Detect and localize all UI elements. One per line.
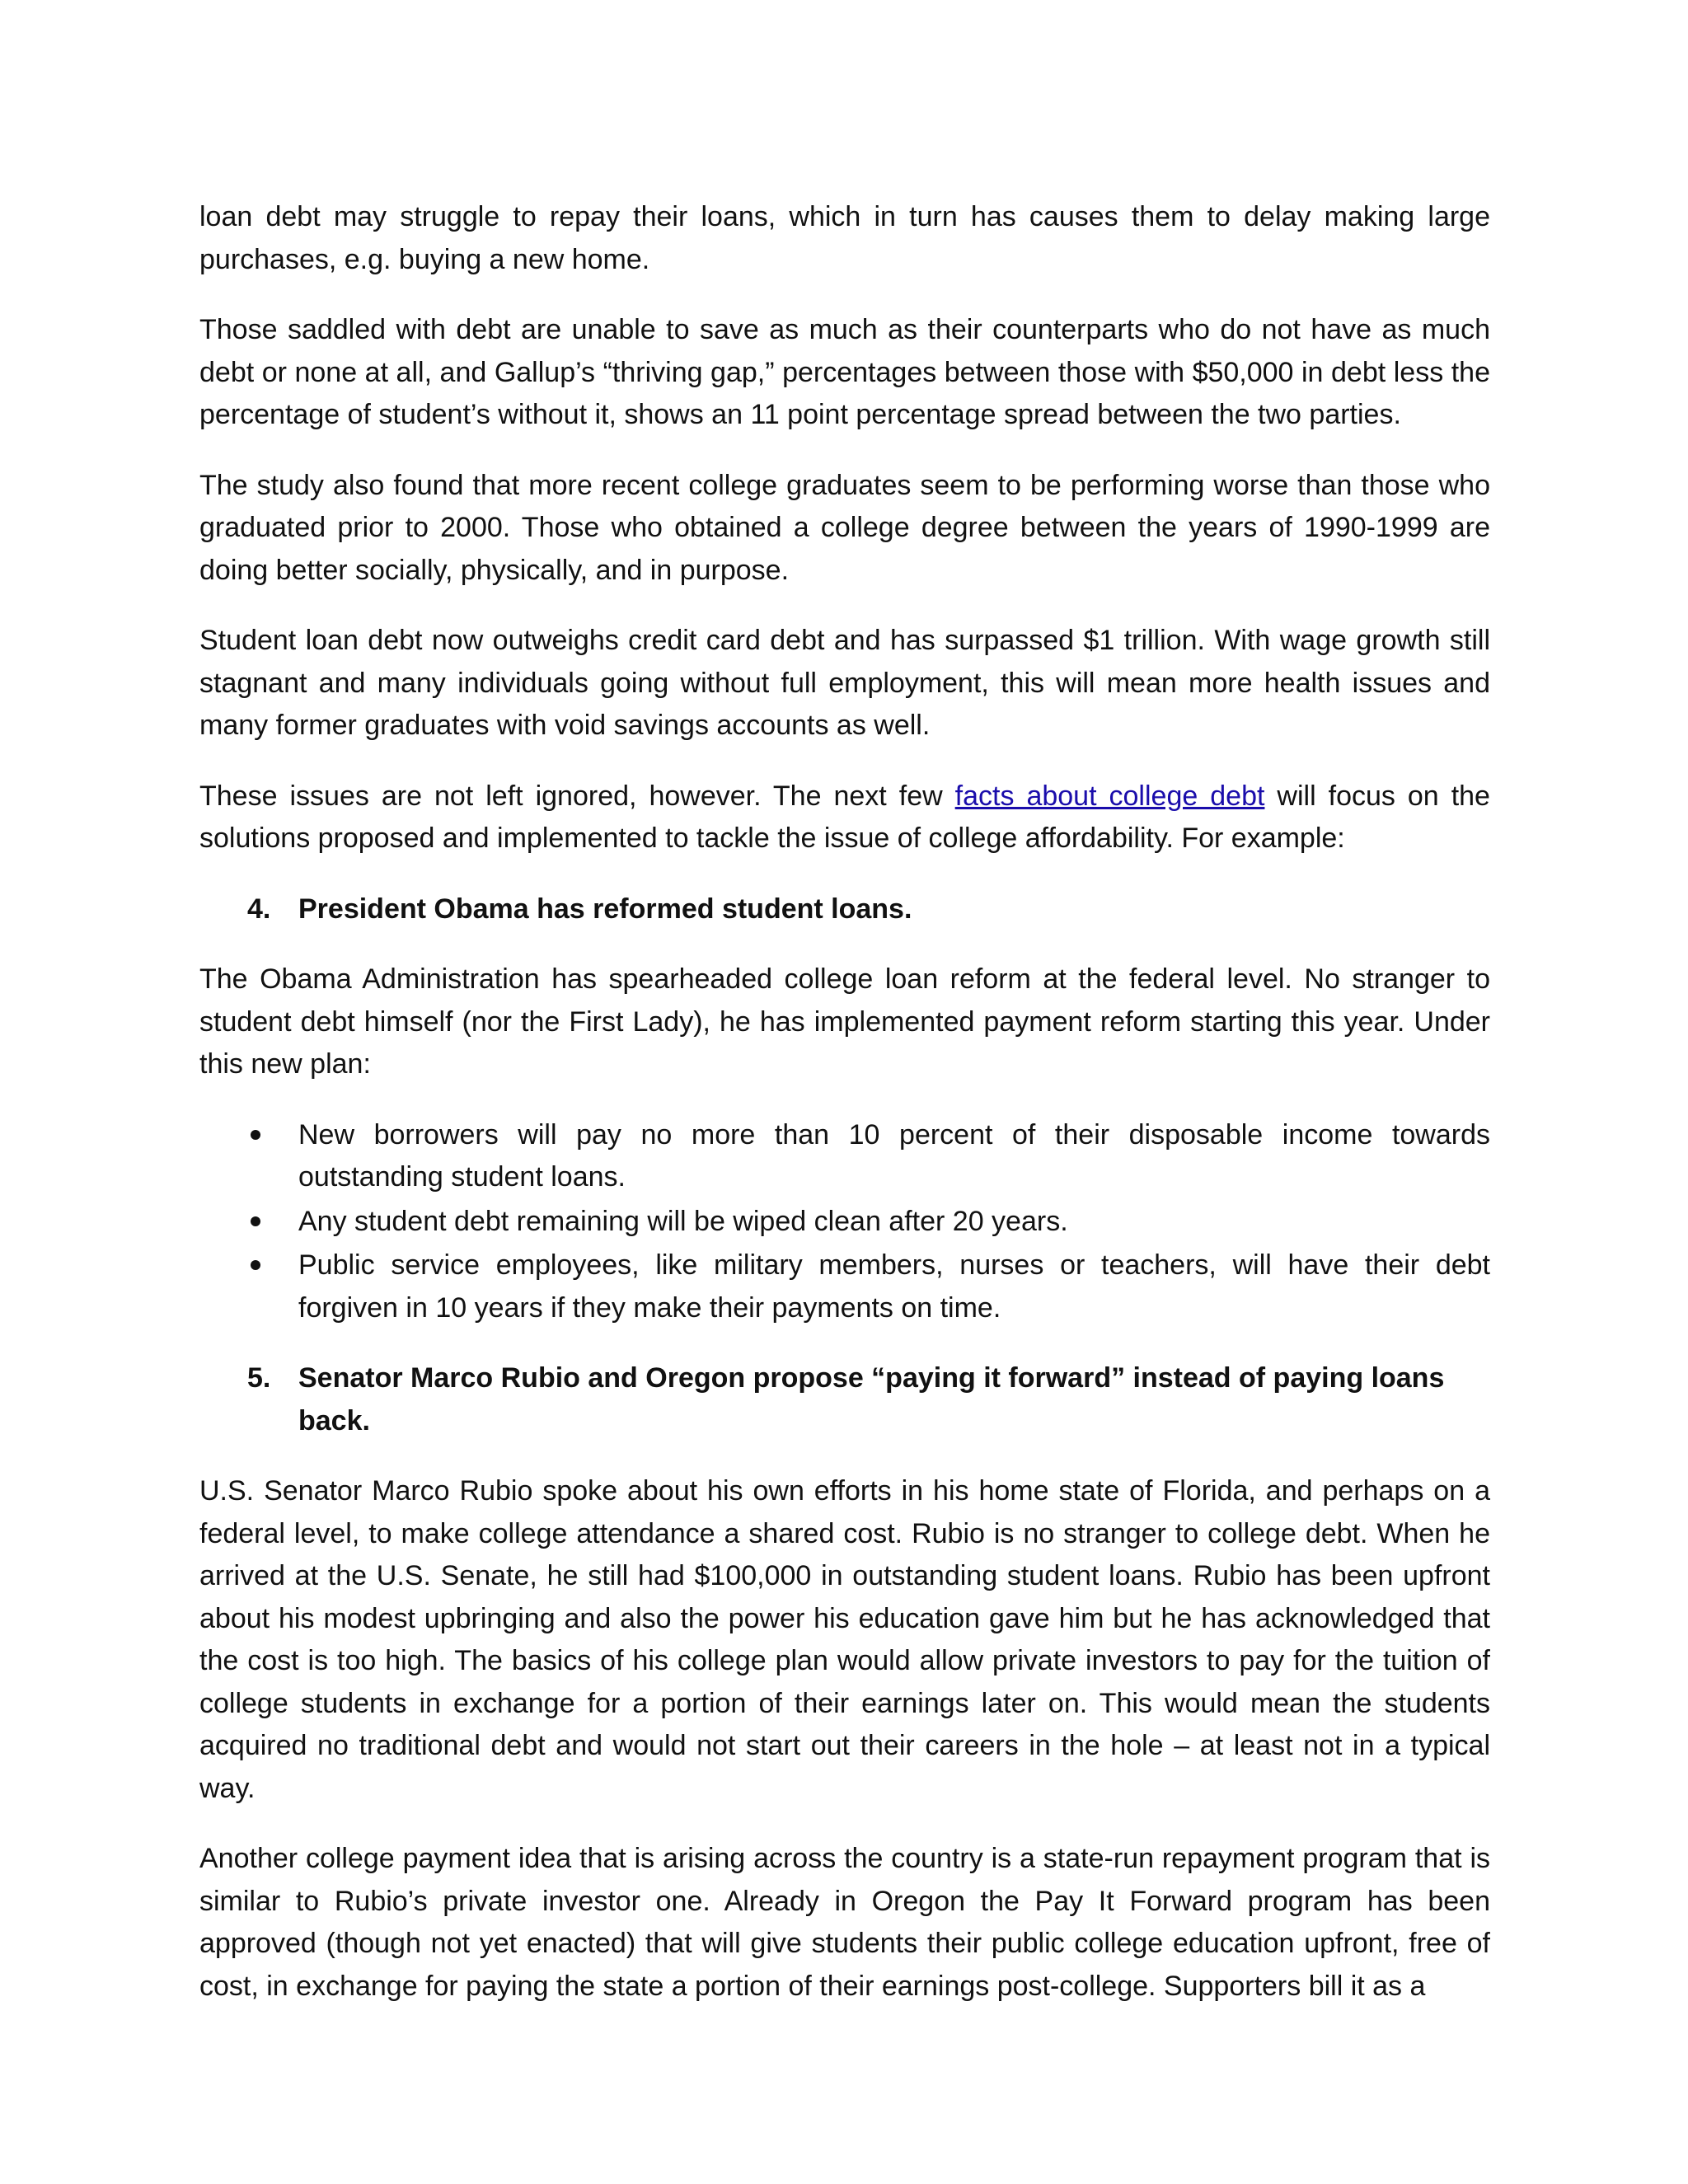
bullet-icon bbox=[251, 1216, 260, 1226]
list-item bbox=[199, 1114, 1490, 1199]
heading-number: 4. bbox=[247, 893, 271, 925]
list-item bbox=[199, 1244, 1490, 1329]
facts-about-college-debt-link[interactable]: facts about college debt bbox=[954, 780, 1265, 812]
bullet-icon bbox=[251, 1130, 260, 1140]
bullet-icon bbox=[251, 1260, 260, 1270]
document-page bbox=[199, 196, 1490, 2036]
paragraph-pay-it-forward: Another college payment idea that is arising across the country is a state-run repayment program that is similar to Rubio’s private investor one. Already in Oregon the Pay It Forward program has been approved (though not yet enacted) that will give students their public college education upfront, free of cost, in exchange for paying the state a portion of their earnings post-college. Supporters bill it as a bbox=[199, 1843, 1490, 2002]
list-item-text: New borrowers will pay no more than 10 percent of their disposable income towards outstanding student loans. bbox=[298, 1118, 1490, 1193]
heading-text: Senator Marco Rubio and Oregon propose “paying it forward” instead of paying loans back. bbox=[298, 1362, 1445, 1436]
list-item-text: Any student debt remaining will be wiped clean after 20 years. bbox=[298, 1205, 1068, 1237]
bullet-list bbox=[199, 1114, 1490, 1330]
paragraph-text: These issues are not left ignored, however. The next few bbox=[199, 780, 955, 812]
paragraph-obama-administration: The Obama Administration has spearheaded college loan reform at the federal level. No stranger to student debt himself (nor the First Lady), he has implemented payment reform starting this year. Under this new plan: bbox=[199, 963, 1490, 1080]
paragraph-recent-graduates: The study also found that more recent college graduates seem to be performing worse than those who graduated prior to 2000. Those who obtained a college degree between the years of 1990-1999 are doing better socially, physically, and in purpose. bbox=[199, 469, 1490, 586]
paragraph-text: will focus on the solutions proposed and implemented to tackle the issue of college affordability. For example: bbox=[199, 780, 1490, 854]
paragraph-issues-not-ignored bbox=[199, 776, 1490, 860]
heading-rubio-oregon bbox=[199, 1357, 1490, 1442]
list-item-text: Public service employees, like military members, nurses or teachers, will have their debt forgiven in 10 years if they make their payments on time. bbox=[298, 1249, 1490, 1324]
paragraph-loan-struggle: loan debt may struggle to repay their loans, which in turn has causes them to delay making large purchases, e.g. buying a new home. bbox=[199, 201, 1490, 275]
paragraph-rubio: U.S. Senator Marco Rubio spoke about his own efforts in his home state of Florida, and perhaps on a federal level, to make college attendance a shared cost. Rubio is no stranger to college debt. When he arrived at the U.S. Senate, he still had $100,000 in outstanding student loans. Rubio has been upfront about his modest upbringing and also the power his education gave him but he has acknowledged that the cost is too high. The basics of his college plan would allow private investors to pay for the tuition of college students in exchange for a portion of their earnings later on. This would mean the students acquired no traditional debt and would not start out their careers in the hole – at least not in a typical way. bbox=[199, 1475, 1490, 1804]
list-item bbox=[199, 1201, 1490, 1244]
paragraph-debt-trillion: Student loan debt now outweighs credit card debt and has surpassed $1 trillion. With wage growth still stagnant and many individuals going without full employment, this will mean more health issues and many former graduates with void savings accounts as well. bbox=[199, 625, 1490, 741]
heading-text: President Obama has reformed student loans. bbox=[298, 893, 912, 925]
heading-obama-reform bbox=[199, 888, 1490, 931]
paragraph-thriving-gap: Those saddled with debt are unable to save as much as their counterparts who do not have as much debt or none at all, and Gallup’s “thriving gap,” percentages between those with $50,000 in debt less the percentage of student’s without it, shows an 11 point percentage spread between the two parties. bbox=[199, 314, 1490, 430]
heading-number: 5. bbox=[247, 1362, 271, 1394]
